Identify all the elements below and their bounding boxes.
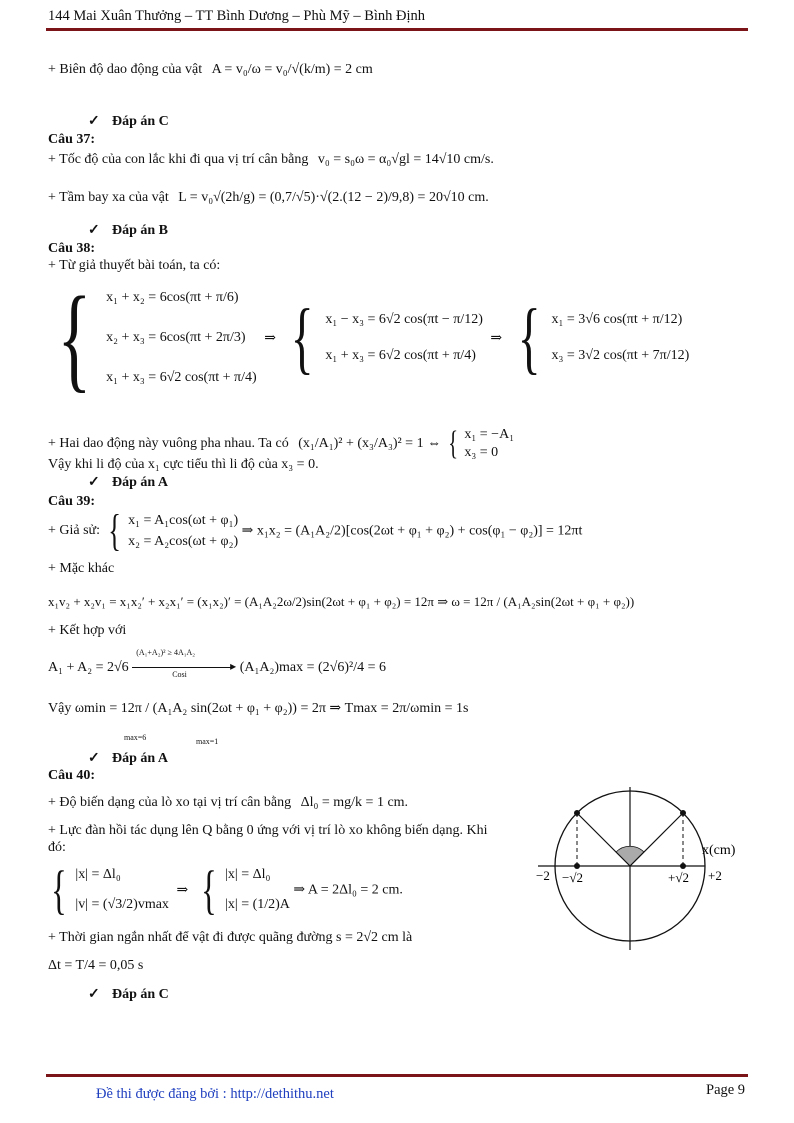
q40-line-2: + Lực đàn hồi tác dụng lên Q bằng 0 ứng với vị trí lò xo không biến dạng. Khi [48,823,488,838]
axis-label: x(cm) [702,843,736,858]
q39-line-4: + Kết hợp với [48,623,127,638]
q40-eq-2a: |x| = Δl₀ [225,867,271,882]
check-icon: ✓ [88,751,100,766]
q37-text-1: + Tốc độ của con lắc khi đi qua vị trí cân bằng [48,152,309,167]
brace-icon: { [291,294,315,382]
q40-line-3: + Thời gian ngắn nhất để vật đi được quãng đường s = 2√2 cm là [48,930,413,945]
tick-plus-2: +2 [708,868,722,883]
answer-label: Đáp án B [112,223,169,238]
q40-eq-1b: |v| = (√3/2)vmax [75,897,169,912]
tick-minus-sqrt2: −√2 [562,870,583,885]
implies-arrow: ⇒ [176,882,189,898]
answer-a-2 [88,750,168,767]
q38-eq-1c: x₁ + x₃ = 6√2 cos(πt + π/4) [106,370,257,385]
q39-under-1: max=6 [124,733,147,742]
brace-icon: { [57,272,92,403]
q39-line-1 [48,506,583,555]
q38-system-1 [106,278,257,398]
cosi-arrow [132,648,237,679]
q37-equation-2: L = v₀√(2h/g) = (0,7/√5)·√(2.(12 − 2)/9,8) = 20√10 cm. [178,190,489,205]
q37-line-2 [48,190,489,206]
point-right-axis [680,863,686,869]
q39-line-3: x₁v₂ + x₂v₁ = x₁x₂′ + x₂x₁′ = (x₁x₂)′ = (A₁A₂2ω/2)sin(2ωt + φ₁ + φ₂) = 12π ⇒ ω = 12π / (A₁A₂sin(2ωt + φ₁ + φ₂)) [48,594,635,609]
q39-sum: A₁ + A₂ = 2√6 [48,660,129,676]
q38-eq-1b: x₂ + x₃ = 6cos(πt + 2π/3) [106,330,246,345]
q39-eq-2: x₂ = A₂cos(ωt + φ₂) [128,534,239,549]
q39-system [128,510,238,552]
q39-line-5 [48,648,386,679]
q37-line-1 [48,152,494,168]
arrow-head-icon: ▸ [230,659,237,673]
question-37: Câu 37: [48,132,96,147]
q39-product-equation: ⇒ x₁x₂ = (A₁A₂/2)[cos(2ωt + φ₁ + φ₂) + cos(φ₁ − φ₂)] = 12πt [241,523,583,539]
circle-diagram [530,782,756,952]
answer-label: Đáp án C [112,114,169,129]
check-icon: ✓ [88,475,100,490]
answer-label: Đáp án A [112,751,169,766]
q38-system-2 [325,302,483,374]
q40-eq-2b: |x| = (1/2)A [225,897,290,912]
question-39: Câu 39: [48,494,96,509]
answer-c-2 [88,986,169,1003]
page-header: 144 Mai Xuân Thưởng – TT Bình Dương – Phù Mỹ – Bình Định [48,8,426,24]
q38-result-2: x₃ = 0 [464,445,499,460]
q39-text-1: + Giả sử: [48,523,101,538]
q38-eq-2b: x₁ + x₃ = 6√2 cos(πt + π/4) [325,348,476,363]
q40-eq-1a: |x| = Δl₀ [75,867,121,882]
brace-icon: { [200,860,217,920]
amplitude-text: + Biên độ dao động của vật [48,62,203,77]
amplitude-line [48,62,373,78]
q39-eq-1: x₁ = A₁cos(ωt + φ₁) [128,513,239,528]
q38-text-2: + Hai dao động này vuông pha nhau. Ta có [48,436,289,452]
arrow-line [132,667,232,668]
q39-under-2: max=1 [196,737,219,746]
radius-left [577,813,630,866]
brace-icon: { [107,506,121,555]
answer-b [88,222,168,239]
q38-equation-2: (x₁/A₁)² + (x₃/A₃)² = 1 ⇔ [298,436,442,452]
q40-line-2b: đó: [48,840,66,855]
question-40: Câu 40: [48,768,96,783]
q39-line-2: + Mặc khác [48,561,115,576]
check-icon: ✓ [88,987,100,1002]
brace-icon: { [51,860,67,920]
q40-equation-1: Δl₀ = mg/k = 1 cm. [300,795,409,810]
q38-eq-3b: x₃ = 3√2 cos(πt + 7π/12) [551,348,690,363]
page-number: Page 9 [706,1082,746,1098]
implies-arrow: ⇒ [490,330,503,346]
question-38: Câu 38: [48,241,96,256]
radius-right [630,813,683,866]
point-left-top [574,810,580,816]
footer-rule [46,1074,748,1077]
q40-system-1 [75,860,169,920]
amplitude-equation: A = v₀/ω = v₀/√(k/m) = 2 cm [211,62,373,77]
q37-equation-1: v₀ = s₀ω = α₀√gl = 14√10 cm/s. [317,152,494,167]
check-icon: ✓ [88,223,100,238]
check-icon: ✓ [88,114,100,129]
q37-text-2: + Tầm bay xa của vật [48,190,169,205]
cosi-label: Cosi [172,670,187,679]
q38-eq-2a: x₁ − x₃ = 6√2 cos(πt − π/12) [325,312,483,327]
brace-icon: { [517,294,541,382]
q38-result-1: x₁ = −A₁ [464,427,515,442]
q40-system-2 [225,860,290,920]
answer-c-1 [88,113,169,130]
point-right-top [680,810,686,816]
q39-max-product: (A₁A₂)max = (2√6)²/4 = 6 [239,660,386,676]
q38-line-1: + Từ giả thuyết bài toán, ta có: [48,258,221,273]
header-rule [46,28,748,31]
q38-result [464,426,514,462]
tick-minus-2: −2 [536,868,550,883]
answer-label: Đáp án C [112,987,169,1002]
q38-eq-3a: x₁ = 3√6 cos(πt + π/12) [551,312,683,327]
q40-amplitude-result: ⇒ A = 2Δl₀ = 2 cm. [293,882,403,898]
q38-line-3: Vậy khi li độ của x₁ cực tiểu thì li độ của x₃ = 0. [48,457,319,472]
cosi-condition: (A₁+A₂)² ≥ 4A₁A₂ [136,648,196,657]
q38-system-3 [552,302,690,374]
brace-icon: { [447,425,458,462]
q39-line-6: Vậy ωmin = 12π / (A₁A₂ sin(2ωt + φ₁ + φ₂)) = 2π ⇒ Tmax = 2π/ωmin = 1s [48,701,469,716]
implies-arrow: ⇒ [264,330,276,346]
q38-eq-1a: x₁ + x₂ = 6cos(πt + π/6) [106,290,239,305]
point-left-axis [574,863,580,869]
tick-plus-sqrt2: +√2 [668,870,689,885]
q40-text-1: + Độ biến dạng của lò xo tại vị trí cân bằng [48,795,292,810]
answer-label: Đáp án A [112,475,169,490]
q40-system [46,860,403,920]
q40-line-1 [48,795,408,811]
answer-a-1 [88,474,168,491]
q40-line-4: Δt = T/4 = 0,05 s [48,958,144,973]
footer-link[interactable]: Đề thi được đăng bởi : http://dethithu.net [96,1086,334,1102]
q38-system [46,272,690,403]
